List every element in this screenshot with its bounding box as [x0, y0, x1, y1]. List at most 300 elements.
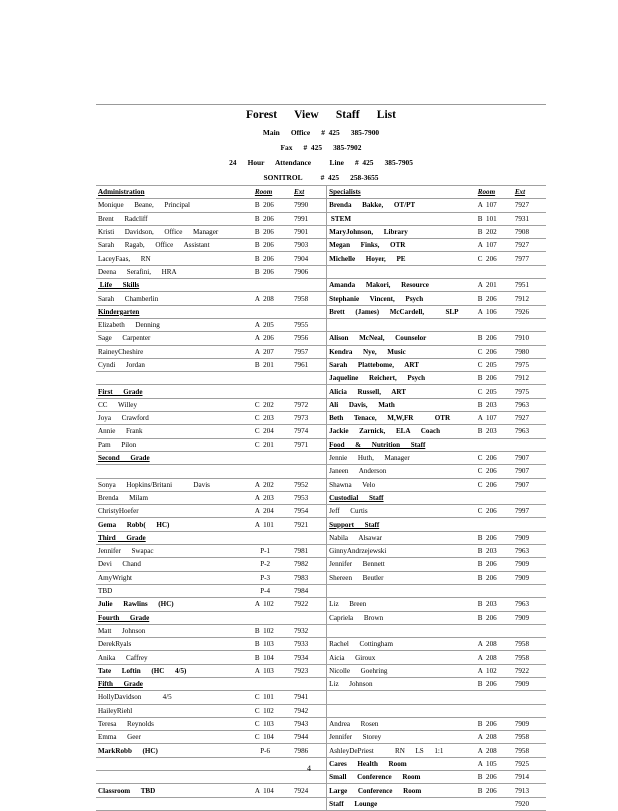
- cell-right-room: [476, 664, 510, 677]
- cell-text: LaceyFaas, RN: [98, 254, 151, 263]
- cell-text: Janeen Anderson: [329, 467, 387, 476]
- cell-left-room: [253, 318, 289, 331]
- cell-left-ext: [289, 664, 327, 677]
- cell-text: CC Willey: [98, 400, 137, 409]
- cell-text: Sarah Ragab, Office Assistant: [98, 241, 210, 250]
- cell-left-name: [96, 305, 253, 318]
- cell-left-ext: [289, 332, 327, 345]
- cell-left-ext: [289, 531, 327, 544]
- cell-right-name: [327, 624, 476, 637]
- page-number: 4: [307, 764, 311, 773]
- cell-text: Amanda Makori, Resource: [329, 281, 429, 290]
- cell-text: AshleyDePriest RN LS 1:1: [329, 746, 444, 755]
- cell-text: B 206: [477, 374, 497, 383]
- cell-left-name: [96, 318, 253, 331]
- cell-left-ext: [289, 412, 327, 425]
- cell-text: B 101: [477, 214, 497, 223]
- cell-text: B 206: [254, 201, 274, 210]
- cell-right-name: [327, 451, 476, 464]
- cell-text: Liz Johnson: [329, 680, 373, 689]
- cell-text: 7909: [514, 560, 530, 569]
- cell-left-room: [253, 372, 289, 385]
- cell-text: 7975: [514, 361, 530, 369]
- cell-left-name: [96, 252, 253, 265]
- table-row: [96, 412, 546, 425]
- cell-text: TBD: [98, 587, 113, 596]
- cell-right-ext: [510, 717, 546, 730]
- cell-right-ext: [510, 212, 546, 225]
- cell-text: Brent Radcliff: [98, 214, 148, 223]
- cell-text: 7974: [293, 427, 309, 436]
- cell-left-name: [96, 279, 253, 292]
- cell-left-room: [253, 358, 289, 371]
- table-row: [96, 212, 546, 225]
- cell-right-room: [476, 425, 510, 438]
- table-row: [96, 438, 546, 451]
- cell-text: Sonya Hopkins/Britani Davis: [98, 480, 210, 489]
- cell-right-name: [327, 651, 476, 664]
- cell-text: Aicia Giroux: [329, 653, 376, 662]
- cell-right-ext: [510, 358, 546, 371]
- cell-text: Matt Johnson: [98, 626, 146, 635]
- cell-right-ext: [510, 505, 546, 518]
- table-row: [96, 691, 546, 704]
- cell-text: 7957: [293, 347, 309, 356]
- cell-right-ext: [510, 225, 546, 238]
- cell-text: B 104: [254, 653, 274, 662]
- cell-left-name: [96, 465, 253, 478]
- cell-right-name: [327, 305, 476, 318]
- cell-left-name: [96, 704, 253, 717]
- cell-text: B 201: [254, 361, 274, 369]
- cell-text: 7955: [293, 321, 309, 330]
- cell-text: A 208: [477, 640, 497, 649]
- cell-text: 7972: [293, 400, 309, 409]
- cell-text: 7914: [514, 773, 530, 782]
- cell-right-ext: [510, 425, 546, 438]
- cell-text: 7923: [293, 666, 309, 675]
- cell-left-name: [96, 345, 253, 358]
- cell-left-name: [96, 784, 253, 797]
- cell-left-ext: [289, 425, 327, 438]
- cell-right-ext: [510, 558, 546, 571]
- cell-right-room: [476, 598, 510, 611]
- cell-text: Large Conference Room: [329, 786, 422, 795]
- cell-text: C 201: [254, 440, 274, 449]
- cell-text: Brett (James) McCardell, SLP: [329, 307, 459, 316]
- cell-left-ext: [289, 731, 327, 744]
- cell-text: Capriela Brown: [329, 613, 384, 622]
- cell-right-ext: [510, 691, 546, 704]
- cell-text: MaryJohnson, Library: [329, 228, 408, 237]
- section-heading: Ext: [293, 188, 305, 197]
- section-heading: Support Staff: [329, 520, 380, 529]
- cell-text: A 106: [477, 307, 497, 316]
- cell-left-ext: [289, 465, 327, 478]
- cell-right-name: [327, 664, 476, 677]
- cell-left-name: [96, 358, 253, 371]
- table-row: [96, 305, 546, 318]
- cell-left-ext: [289, 212, 327, 225]
- cell-text: MarkRobb (HC): [98, 746, 158, 755]
- cell-right-ext: [510, 451, 546, 464]
- cell-text: 7903: [293, 241, 309, 250]
- cell-text: Sarah Chamberlin: [98, 294, 159, 303]
- table-row: [96, 332, 546, 345]
- table-row: [96, 624, 546, 637]
- cell-left-name: [96, 292, 253, 305]
- cell-text: Beth Tenace, M,W,FR OTR: [329, 414, 451, 423]
- cell-text: P-3: [254, 573, 271, 582]
- cell-text: 7906: [293, 267, 309, 276]
- cell-right-ext: [510, 545, 546, 558]
- cell-right-room: [476, 478, 510, 491]
- cell-right-room: [476, 638, 510, 651]
- cell-right-room: [476, 252, 510, 265]
- cell-left-name: [96, 691, 253, 704]
- cell-text: 7926: [514, 307, 530, 316]
- cell-text: A 102: [254, 600, 274, 609]
- cell-text: 7975: [514, 387, 530, 396]
- cell-left-ext: [289, 398, 327, 411]
- cell-left-ext: [289, 239, 327, 252]
- cell-text: A 107: [477, 201, 497, 210]
- cell-left-room: [253, 677, 289, 690]
- cell-right-name: [327, 558, 476, 571]
- cell-left-room: [253, 598, 289, 611]
- cell-text: 7961: [293, 361, 309, 369]
- cell-text: B 206: [254, 241, 274, 250]
- cell-text: HollyDavidson 4/5: [98, 693, 172, 702]
- cell-text: Shawna Velo: [329, 480, 376, 489]
- table-row: [96, 345, 546, 358]
- cell-right-name: [327, 797, 476, 810]
- cell-right-name: [327, 584, 476, 597]
- cell-text: Monique Beane, Principal: [98, 201, 191, 210]
- cell-right-ext: [510, 584, 546, 597]
- cell-text: Jeff Curtis: [329, 507, 368, 516]
- cell-text: 7909: [514, 613, 530, 622]
- cell-left-room: [253, 571, 289, 584]
- table-row: [96, 638, 546, 651]
- cell-left-ext: [289, 505, 327, 518]
- cell-text: A 208: [477, 746, 497, 755]
- cell-text: P-2: [254, 560, 271, 569]
- cell-text: C 205: [477, 361, 497, 369]
- cell-text: P-1: [254, 547, 271, 556]
- cell-right-ext: [510, 571, 546, 584]
- cell-text: C 205: [477, 387, 497, 396]
- table-row: [96, 545, 546, 558]
- cell-left-ext: [289, 717, 327, 730]
- cell-text: 7951: [514, 281, 530, 290]
- table-row: [96, 186, 546, 199]
- cell-left-name: [96, 797, 253, 810]
- cell-left-name: [96, 239, 253, 252]
- cell-left-room: [253, 731, 289, 744]
- cell-left-ext: [289, 584, 327, 597]
- cell-text: B 203: [477, 600, 497, 609]
- cell-text: C 206: [477, 467, 497, 476]
- cell-right-ext: [510, 345, 546, 358]
- cell-text: 7944: [293, 733, 309, 742]
- cell-text: 7982: [293, 560, 309, 569]
- cell-right-name: [327, 717, 476, 730]
- cell-right-name: [327, 345, 476, 358]
- table-row: [96, 385, 546, 398]
- cell-right-name: [327, 318, 476, 331]
- cell-text: Nabila Alsawar: [329, 533, 382, 542]
- cell-right-room: [476, 345, 510, 358]
- cell-text: Michelle Hoyer, PE: [329, 254, 406, 263]
- cell-text: Small Conference Room: [329, 773, 421, 782]
- cell-right-ext: [510, 318, 546, 331]
- cell-left-name: [96, 385, 253, 398]
- cell-text: B 206: [254, 267, 274, 276]
- cell-text: A 208: [477, 653, 497, 662]
- cell-text: C 204: [254, 427, 274, 436]
- cell-right-ext: [510, 624, 546, 637]
- cell-right-name: [327, 425, 476, 438]
- cell-right-room: [476, 438, 510, 451]
- cell-text: A 103: [254, 666, 274, 675]
- cell-left-room: [253, 425, 289, 438]
- cell-left-room: [253, 744, 289, 757]
- cell-right-name: [327, 571, 476, 584]
- cell-right-name: [327, 239, 476, 252]
- cell-text: 7921: [293, 520, 309, 529]
- cell-text: 7997: [514, 507, 530, 516]
- cell-text: 7904: [293, 254, 309, 263]
- cell-text: 7983: [293, 573, 309, 582]
- section-heading: Ext: [514, 188, 526, 197]
- staff-table-body: [96, 186, 546, 811]
- cell-left-ext: [289, 784, 327, 797]
- cell-left-name: [96, 225, 253, 238]
- cell-left-name: [96, 332, 253, 345]
- cell-left-name: [96, 571, 253, 584]
- cell-right-ext: [510, 438, 546, 451]
- cell-text: STEM: [329, 214, 352, 223]
- cell-text: AmyWright: [98, 573, 132, 582]
- cell-right-ext: [510, 598, 546, 611]
- cell-text: P-4: [254, 587, 271, 596]
- cell-left-name: [96, 438, 253, 451]
- cell-text: Deena Serafini, HRA: [98, 267, 177, 276]
- cell-left-ext: [289, 638, 327, 651]
- cell-text: Brenda Milam: [98, 493, 149, 502]
- cell-left-name: [96, 624, 253, 637]
- section-heading: Fourth Grade: [98, 613, 150, 622]
- cell-text: B 206: [254, 228, 274, 237]
- cell-left-room: [253, 199, 289, 212]
- cell-right-ext: [510, 332, 546, 345]
- table-row: [96, 651, 546, 664]
- cell-text: B 202: [477, 228, 497, 237]
- cell-text: HaileyRiehl: [98, 706, 133, 715]
- sonitrol-line: SONITROL # 425 258-3655: [263, 173, 379, 182]
- cell-left-ext: [289, 624, 327, 637]
- cell-text: ChristyHoefer: [98, 507, 139, 516]
- cell-right-name: [327, 505, 476, 518]
- cell-text: Rachel Cottingham: [329, 640, 393, 649]
- cell-text: A 101: [254, 520, 274, 529]
- cell-left-room: [253, 611, 289, 624]
- cell-left-name: [96, 531, 253, 544]
- cell-text: Julie Rawlins (HC): [98, 600, 174, 609]
- table-row: [96, 704, 546, 717]
- cell-left-name: [96, 677, 253, 690]
- document-title: Forest View Staff List: [96, 104, 546, 125]
- cell-left-ext: [289, 704, 327, 717]
- cell-text: Pam Pilon: [98, 440, 137, 449]
- cell-right-name: [327, 438, 476, 451]
- cell-text: B 206: [477, 573, 497, 582]
- cell-left-name: [96, 744, 253, 757]
- cell-text: 7953: [293, 493, 309, 502]
- table-row: [96, 558, 546, 571]
- cell-right-room: [476, 451, 510, 464]
- cell-text: Elizabeth Denning: [98, 321, 160, 330]
- cell-text: Kristi Davidson, Office Manager: [98, 228, 219, 237]
- cell-left-room: [253, 558, 289, 571]
- section-heading: Specialists: [329, 188, 361, 197]
- cell-text: Tate Loftin (HC 4/5): [98, 666, 187, 675]
- cell-left-name: [96, 611, 253, 624]
- cell-right-name: [327, 225, 476, 238]
- cell-text: A 207: [254, 347, 274, 356]
- cell-right-name: [327, 212, 476, 225]
- cell-text: Cyndi Jordan: [98, 361, 145, 369]
- table-row: [96, 505, 546, 518]
- cell-left-ext: [289, 265, 327, 278]
- cell-left-ext: [289, 385, 327, 398]
- cell-left-room: [253, 252, 289, 265]
- section-heading: Food & Nutrition Staff: [329, 440, 426, 449]
- cell-text: 7912: [514, 374, 530, 383]
- cell-right-ext: [510, 797, 546, 810]
- cell-right-room: [476, 279, 510, 292]
- cell-right-room: [476, 717, 510, 730]
- table-row: [96, 531, 546, 544]
- cell-right-room: [476, 677, 510, 690]
- cell-text: Annie Frank: [98, 427, 143, 436]
- table-row: [96, 664, 546, 677]
- staff-list-page: [96, 104, 546, 811]
- cell-text: 7963: [514, 427, 530, 436]
- cell-text: 7927: [514, 414, 530, 423]
- cell-text: Sarah Plattebome, ART: [329, 361, 419, 369]
- cell-right-name: [327, 545, 476, 558]
- table-row: [96, 358, 546, 371]
- cell-text: 7963: [514, 547, 530, 556]
- cell-left-ext: [289, 571, 327, 584]
- section-heading: Custodial Staff: [329, 493, 384, 502]
- cell-left-room: [253, 345, 289, 358]
- table-row: [96, 465, 546, 478]
- table-row: [96, 425, 546, 438]
- cell-left-name: [96, 398, 253, 411]
- cell-right-name: [327, 611, 476, 624]
- cell-right-room: [476, 611, 510, 624]
- cell-right-room: [476, 797, 510, 810]
- cell-right-room: [476, 186, 510, 199]
- cell-right-ext: [510, 651, 546, 664]
- section-heading: Administration: [98, 188, 145, 197]
- cell-left-name: [96, 545, 253, 558]
- cell-right-name: [327, 199, 476, 212]
- cell-text: A 204: [254, 507, 274, 516]
- cell-text: C 101: [254, 693, 274, 702]
- cell-left-name: [96, 212, 253, 225]
- table-row: [96, 784, 546, 797]
- cell-text: 7958: [514, 653, 530, 662]
- cell-right-name: [327, 731, 476, 744]
- cell-right-room: [476, 199, 510, 212]
- cell-right-room: [476, 731, 510, 744]
- cell-right-name: [327, 465, 476, 478]
- cell-text: 7986: [293, 746, 309, 755]
- cell-text: C 102: [254, 706, 274, 715]
- cell-text: A 205: [254, 321, 274, 330]
- table-row: [96, 571, 546, 584]
- cell-text: 7907: [514, 467, 530, 476]
- cell-left-ext: [289, 611, 327, 624]
- table-row: [96, 372, 546, 385]
- cell-right-ext: [510, 292, 546, 305]
- cell-left-ext: [289, 478, 327, 491]
- cell-right-room: [476, 651, 510, 664]
- cell-right-ext: [510, 186, 546, 199]
- cell-text: A 107: [477, 241, 497, 250]
- cell-right-room: [476, 212, 510, 225]
- cell-left-name: [96, 558, 253, 571]
- cell-text: C 202: [254, 400, 274, 409]
- cell-text: Shereen Beutler: [329, 573, 384, 582]
- cell-text: 7956: [293, 334, 309, 343]
- section-heading: Fifth Grade: [98, 680, 143, 689]
- cell-right-ext: [510, 412, 546, 425]
- cell-left-room: [253, 478, 289, 491]
- cell-text: 7973: [293, 414, 309, 423]
- cell-left-name: [96, 651, 253, 664]
- cell-left-room: [253, 491, 289, 504]
- cell-text: Jennie Huth, Manager: [329, 454, 410, 463]
- cell-left-ext: [289, 797, 327, 810]
- cell-left-name: [96, 265, 253, 278]
- cell-text: Liz Breen: [329, 600, 367, 609]
- cell-text: B 206: [477, 613, 497, 622]
- cell-right-room: [476, 385, 510, 398]
- cell-right-name: [327, 744, 476, 757]
- cell-text: 7909: [514, 680, 530, 689]
- section-heading: Third Grade: [98, 533, 146, 542]
- cell-right-name: [327, 518, 476, 531]
- cell-right-ext: [510, 611, 546, 624]
- cell-text: A 104: [254, 786, 274, 795]
- section-heading: Life Skills: [98, 281, 140, 290]
- cell-left-room: [253, 239, 289, 252]
- cell-text: C 206: [477, 254, 497, 263]
- cell-right-name: [327, 358, 476, 371]
- cell-right-name: [327, 598, 476, 611]
- cell-left-room: [253, 664, 289, 677]
- cell-text: B 203: [477, 427, 497, 436]
- table-row: [96, 199, 546, 212]
- section-heading: Kindergarten: [98, 307, 140, 316]
- table-row: [96, 598, 546, 611]
- cell-left-room: [253, 717, 289, 730]
